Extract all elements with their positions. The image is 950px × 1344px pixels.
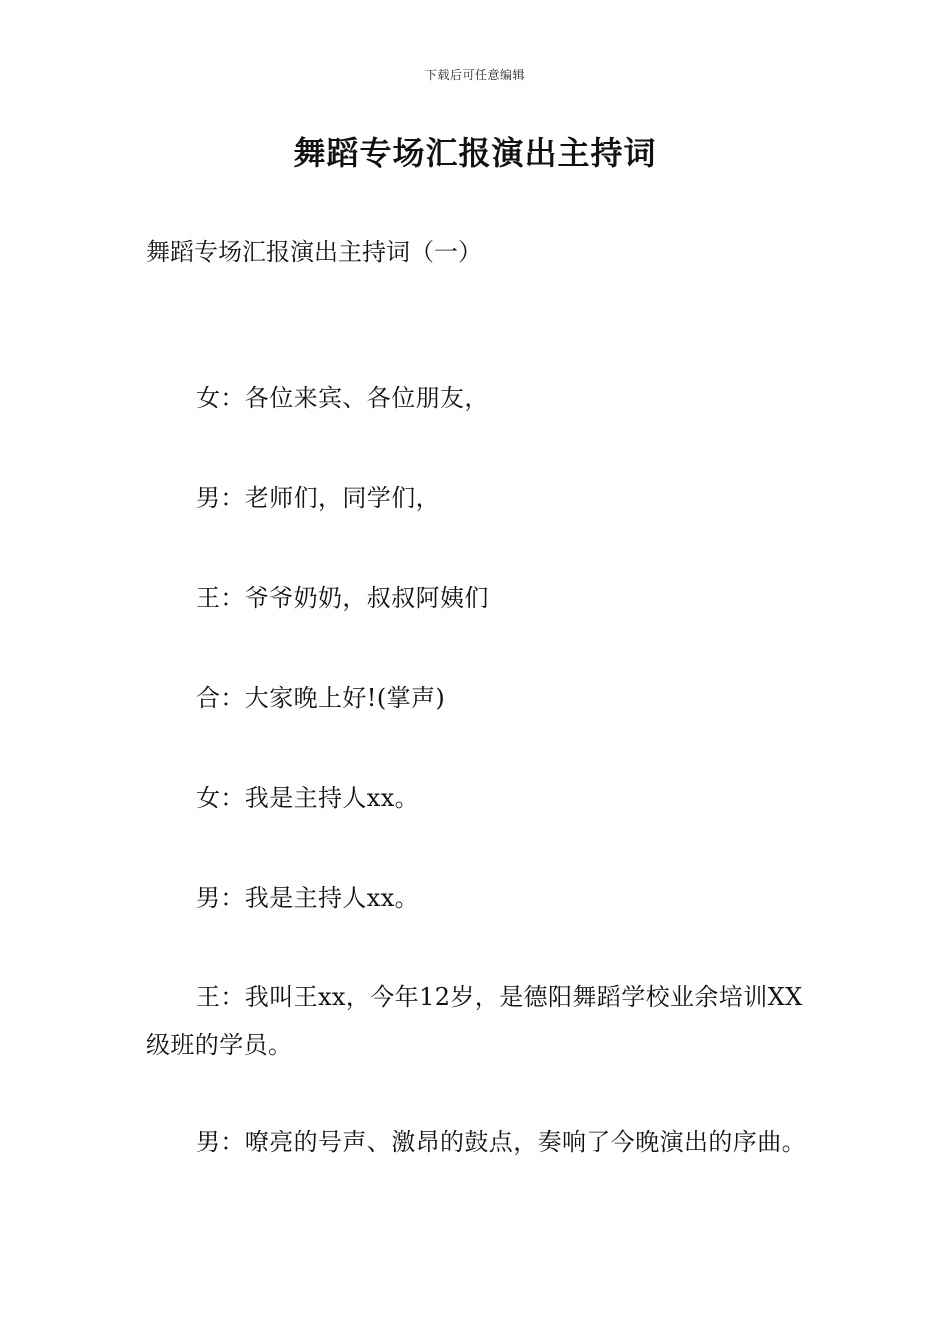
paragraph: 女：各位来宾、各位朋友， — [196, 384, 489, 412]
paragraph: 男：嘹亮的号声、激昂的鼓点，奏响了今晚演出的序曲。 — [196, 1128, 806, 1156]
paragraph: 王：我叫王xx，今年12岁，是德阳舞蹈学校业余培训XX级班的学员。 — [146, 983, 803, 1059]
paragraph: 合：大家晚上好!(掌声) — [196, 684, 446, 712]
header-note: 下载后可任意编辑 — [424, 68, 525, 82]
paragraph: 男：老师们，同学们， — [196, 484, 440, 512]
document-subtitle: 舞蹈专场汇报演出主持词（一） — [146, 238, 482, 266]
document-title: 舞蹈专场汇报演出主持词 — [293, 134, 657, 172]
paragraph: 王：爷爷奶奶，叔叔阿姨们 — [196, 584, 489, 612]
paragraph: 男：我是主持人xx。 — [196, 884, 420, 912]
paragraph: 女：我是主持人xx。 — [196, 784, 420, 812]
